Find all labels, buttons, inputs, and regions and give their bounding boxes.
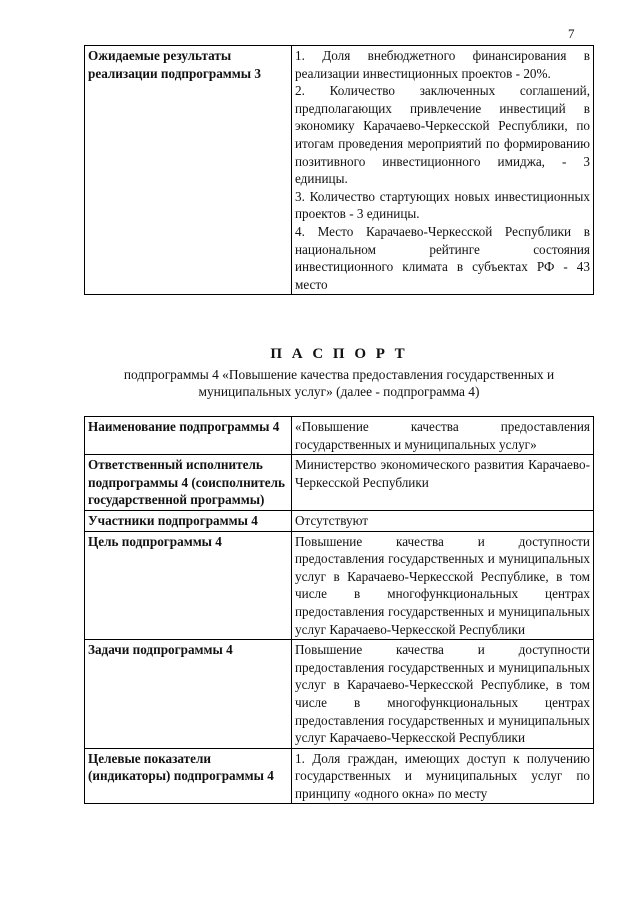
table-row xyxy=(85,46,594,295)
row-label: Наименование подпрограммы 4 xyxy=(85,417,292,455)
result-item-2: 2. Количество заключенных соглашений, предполагающих привлечение инвестиций в экономику Карачаево-Черкесской Республики, по итогам проведения мероприятий по формированию позитивного инвестиционного имиджа, - 3 единицы. xyxy=(295,83,590,187)
row-value xyxy=(292,46,594,295)
passport-heading xyxy=(84,346,594,400)
passport-subtitle: подпрограммы 4 «Повышение качества предоставления государственных и муниципальных услуг» (далее - подпрограмма 4) xyxy=(123,367,555,399)
table-row xyxy=(85,417,594,455)
row-value: 1. Доля граждан, имеющих доступ к получению государственных и муниципальных услуг по принципу «одного окна» по месту xyxy=(292,748,594,804)
row-value: Повышение качества и доступности предоставления государственных и муниципальных услуг в Карачаево-Черкесской Республике, в том числе в многофункциональных центрах предоставления государственных и муниципальных услуг Карачаево-Черкесской Республики xyxy=(292,531,594,640)
row-label: Участники подпрограммы 4 xyxy=(85,510,292,531)
result-item-1: 1. Доля внебюджетного финансирования в реализации инвестиционных проектов - 20%. xyxy=(295,48,590,81)
page-number: 7 xyxy=(568,26,575,41)
expected-results-table xyxy=(84,45,594,295)
passport-table xyxy=(84,416,594,804)
row-label: Целевые показатели (индикаторы) подпрограммы 4 xyxy=(85,748,292,804)
row-label: Цель подпрограммы 4 xyxy=(85,531,292,640)
table-row xyxy=(85,640,594,749)
row-value: Министерство экономического развития Карачаево-Черкесской Республики xyxy=(292,455,594,511)
result-item-3: 3. Количество стартующих новых инвестиционных проектов - 3 единицы. xyxy=(295,188,590,222)
table-row xyxy=(85,455,594,511)
row-label: Ответственный исполнитель подпрограммы 4 (соисполнитель государственной программы) xyxy=(85,455,292,511)
row-value: Повышение качества и доступности предоставления государственных и муниципальных услуг в Карачаево-Черкесской Республике, в том числе в многофункциональных центрах предоставления государственных и муниципальных услуг Карачаево-Черкесской Республики xyxy=(292,640,594,749)
table-row xyxy=(85,510,594,531)
row-value: «Повышение качества предоставления государственных и муниципальных услуг» xyxy=(292,417,594,455)
row-label: Ожидаемые результаты реализации подпрограммы 3 xyxy=(85,46,292,295)
passport-title: П А С П О Р Т xyxy=(270,346,408,362)
result-item-4: 4. Место Карачаево-Черкесской Республики в национальном рейтинге состояния инвестиционного климата в субъектах РФ - 43 место xyxy=(295,223,590,292)
row-label: Задачи подпрограммы 4 xyxy=(85,640,292,749)
row-value: Отсутствуют xyxy=(292,510,594,531)
table-row xyxy=(85,748,594,804)
table-row xyxy=(85,531,594,640)
